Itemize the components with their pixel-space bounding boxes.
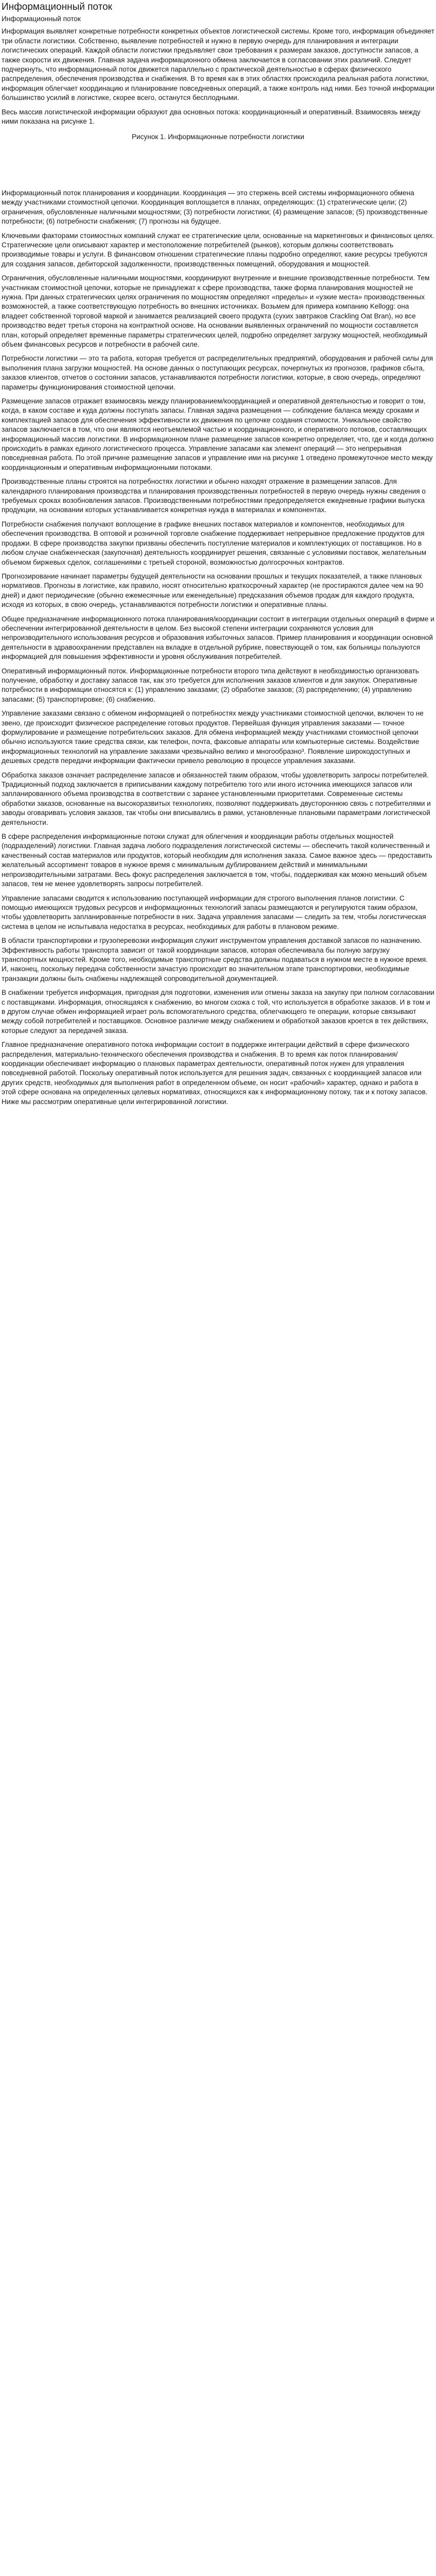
paragraph: Обработка заказов означает распределение запасов и обязанностей таким образом, чтобы удовлетворить запросы потребителей. Традиционный подход заключается в приписывании каждому потребителю того или иного источника имеющихся запасов или запланированного объема производства в соответствии с заранее установленными приоритетами. Современные системы обработки заказов, основанные на высокоразвитых технологиях, позволяют поддерживать двустороннюю связь с потребителями и заводы оговаривать условия заказов, так чтобы они вписывались в рамки, установленные плановыми параметрами логистической деятельности. xyxy=(2,771,431,826)
article-body-top xyxy=(2,27,434,126)
paragraph: В области транспортировки и грузоперевозки информация служит инструментом управления доставкой запасов по назначению. Эффективность работы транспорта зависит от такой координации запасов, которая обеспечивала бы полную загрузку транспортных мощностей. Кроме того, необходимые транспортные средства должны подаваться в нужном месте в нужное время. И, наконец, поскольку передача собственности зачастую происходит во значительном этапе транспортировки, необходимые транзакции должны быть снабжены надлежащей сопроводительной документацией. xyxy=(2,937,428,982)
paragraph: Ограничения, обусловленные наличными мощностями, координируют внутренние и внешние производственные потребности. Тем участникам стоимостной цепочки, которые не принадлежат к сфере производства, также форма планирования мощностей не нужна. При данных стратегических целях ограничения по мощностям определяют «пределы» и «узкие места» производственных возможностей, а также соответствующую потребность во внешних источниках. Возьмем для примера компанию Kellogg: она владеет собственной торговой маркой и занимается реализацией своего продукта (сухих завтраков Crackling Oat Bran), но все производство ведет третья сторона на контрактной основе. На основании выявленных ограничений по мощности составляется план, который определяет временные параметры стратегических целей, подробно определяет загрузку мощностей, необходимый объем финансовых ресурсов и потребности в рабочей силе. xyxy=(2,274,430,348)
paragraph: Информационный поток планирования и координации. Координация — это стержень всей системы информационного обмена между участниками стоимостной цепочки. Координация воплощается в планах, определяющих: (1) стратегические цели; (2) ограничения, обусловленные наличными мощностями; (3) потребности логистики; (4) размещение запасов; (5) производственные потребности; (6) потребности снабжения; (7) прогнозы на будущее. xyxy=(2,189,428,226)
paragraph: Потребности снабжения получают воплощение в графике внешних поставок материалов и компонентов, необходимых для обеспечения производства. В оптовой и розничной торговле снабжение поддерживает непрерывное предложение продуктов для продажи. В сфере производства закупки призваны обеспечить поступление материалов и комплектующих от поставщиков. Но в любом случае снабженческая (закупочная) деятельность координирует решения, связанные с условиями поставок, желательным объемом биржевых сделок, соглашениями с третьей стороной, возможностью долгосрочных контрактов. xyxy=(2,520,427,566)
paragraph: Управление заказами связано с обменом информацией о потребностях между участниками стоимостной цепочки, включен то не звено, где происходит физическое распределение готовых продуктов. Первейшая функция управления заказами — точное формулирование и размещение потребительских заказов. Для обмена информацией между участниками стоимостной цепочки обычно используются такие средства связи, как телефон, почта, факсовые аппараты или компьютерные системы. Воздействие информационных технологий на управление заказами чрезвычайно велико и многообразно³. Появление широкодоступных и дешевых средств передачи информации фактически привело революцию в процессе управления заказами. xyxy=(2,709,424,765)
page xyxy=(0,0,436,1116)
paragraph: Прогнозирование начинает параметры будущей деятельности на основании прошлых и текущих показателей, а также плановых нормативов. Прогнозы в логистике, как правило, носят относительно краткосрочный характер (не простираются далее чем на 90 дней) и дают периодические (обычно ежемесячные или еженедельные) предсказания объемов продаж для каждого продукта, исходя из которых, в свою очередь, устанавливаются потребности логистики и оперативные планы. xyxy=(2,572,424,609)
paragraph: Главное предназначение оперативного потока информации состоит в поддержке интеграции действий в сфере физического распределения, материально-технического обеспечения производства и снабжения. В то время как поток планирования/координации обеспечивает информацию о плановых параметрах деятельности, оперативный поток нужен для управления повседневной работой. Поскольку оперативный поток используется для решения задач, связанных с координацией запасов или других средств, необходимых для выполнения работ в определенном объеме, он носит «рабочий» характер, однако и работа в этой сфере основана на определенных целевых нормативах, относящихся как к информационному потоку, так и к потоку запасов. Ниже мы рассмотрим оперативные цели интегрированной логистики. xyxy=(2,1041,428,1106)
figure-placeholder xyxy=(2,144,434,189)
paragraph: В сфере распределения информационные потоки служат для облегчения и координации работы отдельных мощностей (подразделений) логистики. Главная задача любого подразделения логистической системы — обеспечить такой количественный и качественный состав материалов или продуктов, который необходим для исполнения заказа. Самое важное здесь — предоставить желательный ассортимент товаров в нужное время с минимальным дублированием действий и минимальными непроизводительными затратами. Весь фокус распределения заключается в том, чтобы, поддерживая как можно меньший объем запасов, тем не менее удовлетворять запросы потребителей. xyxy=(2,833,432,888)
paragraph: Ключевыми факторами стоимостных компаний служат ее стратегические цели, основанные на маркетинговых и финансовых целях. Стратегические цели описывают характер и местоположение потребителей (рынков), которым должны соответствовать производимые товары и услуги. В финансовом отношении стратегические планы подробно определяют, какие ресурсы требуются для создания запасов, дебиторской задолженности, производственных помещений, оборудования и мощностей. xyxy=(2,231,434,268)
paragraph: Потребности логистики — это та работа, которая требуется от распределительных предприятий, оборудования и рабочей силы для выполнения плана загрузки мощностей. На основе данных о поступающих ресурсах, почерпнутых из прогнозов, графиков сбыта, заказов клиентов, отчетов о состоянии запасов, устанавливаются потребности логистики, которые, в свою очередь, определяют параметры функционирования стоимостной цепочки. xyxy=(2,354,433,391)
article-body xyxy=(2,189,434,1107)
paragraph: Информация выявляет конкретные потребности конкретных объектов логистической системы. Кроме того, информация объединяет три области логистики. Собственно, выявление потребностей и нужно в первую очередь для планирования и интеграции логистических операций. Каждой области логистики предъявляет свои требования к размерам заказов, доступности запасов, а также скорости их движения. Главная задача информационного обмена заключается в согласовании этих различий. Следует подчеркнуть, что информационный поток движется параллельно с практической деятельностью в сферах физического распределения, обеспечения производства и снабжения. В то время как в этих областях происходила реальная работа логистики, информация облегчает координацию и планирование повседневных операций, а также контроль над ними. Без точной информации большинство усилий в логистике, скорее всего, останутся бесплодными. xyxy=(2,27,435,102)
paragraph: Размещение запасов отражает взаимосвязь между планированием/координацией и оперативной деятельностью и говорит о том, когда, в каком составе и куда должны поступать запасы. Главная задача размещения — соблюдение баланса между сроками и комплектацией запасов для обеспечения эффективности их движения по цепочке создания стоимости. Уникальное свойство запасов заключается в том, что они являются неотъемлемой частью и координационного, и оперативного потоков, составляющих информационный массив логистики. В информационном плане размещение запасов конкретно определяет, что, где и когда должно происходить в рамках единого логистического процесса. Управление запасами как элемент операций — это непрерывная повседневная работа. По этой причине размещение запасов и управление ими на рисунке 1 отведено промежуточное место между координационным и оперативным информационными потоками. xyxy=(2,397,434,471)
page-title: Информационный поток xyxy=(2,2,112,12)
paragraph: Общее предназначение информационного потока планирования/координации состоит в интеграции отдельных операций в фирме и обеспечении интегрированной деятельности в целом. Без высокой степени интеграции сохраняются условия для непроизводительного использования ресурсов и образования избыточных запасов. Пример планирования и координации основной деятельности в здравоохранении представлен на вкладке в отдельной рубрике, повествующей о том, как больницы пользуются информацией для повышения эффективности и уровня обслуживания потребителей. xyxy=(2,615,434,661)
figure-caption: Рисунок 1. Информационные потребности логистики xyxy=(131,133,305,141)
page-subtitle: Информационный поток xyxy=(2,15,81,23)
paragraph: В снабжении требуется информация, пригодная для подготовки, изменения или отмены заказа на закупку при полном согласовании с поставщиками. Информация, относящаяся к снабжению, во многом схожа с той, что используется в обработке заказов. И в том и в другом случае обмен информацией играет роль вспомогательного средства, облегчающего те операции, которые связывают между собой потребителей и поставщиков. Основное различие между снабжением и обработкой заказов кроется в тех действиях, которые следуют за передачей заказа. xyxy=(2,989,435,1035)
paragraph: Управление запасами сводится к использованию поступающей информации для строгого выполнения планов логистики. С помощью имеющихся трудовых ресурсов и информационных технологий запасы размещаются и регулируются таким образом, чтобы удовлетворить запланированные потребности в них. Задача управления запасами — следить за тем, чтобы логистическая система в целом не испытывала недостатка в ресурсах, необходимых для работы в плановом режиме. xyxy=(2,894,426,930)
paragraph: Оперативный информационный поток. Информационные потребности второго типа действуют в необходимостью организовать получение, обработку и доставку запасов так, как это требуется для исполнения заказов клиентов и для закупок. Оперативные потребности в информации относятся к: (1) управлению заказами; (2) обработке заказов; (3) распределению; (4) управлению запасами; (5) транспортировке; (6) снабжению. xyxy=(2,667,419,703)
paragraph: Производственные планы строятся на потребностях логистики и обычно находят отражение в размещении запасов. Для календарного планирования производства и планирования производственных потребностей в первую очередь нужны сведения о требуемых сроках возобновления запасов. Производственными потребностями предопределяется ежедневные графики выпуска продукции, на основании которых устанавливается конкретная нужда в материалах и компонентах. xyxy=(2,478,426,514)
paragraph: Весь массив логистической информации образуют два основных потока: координационный и оперативный. Взаимосвязь между ними показана на рисунке 1. xyxy=(2,108,421,126)
